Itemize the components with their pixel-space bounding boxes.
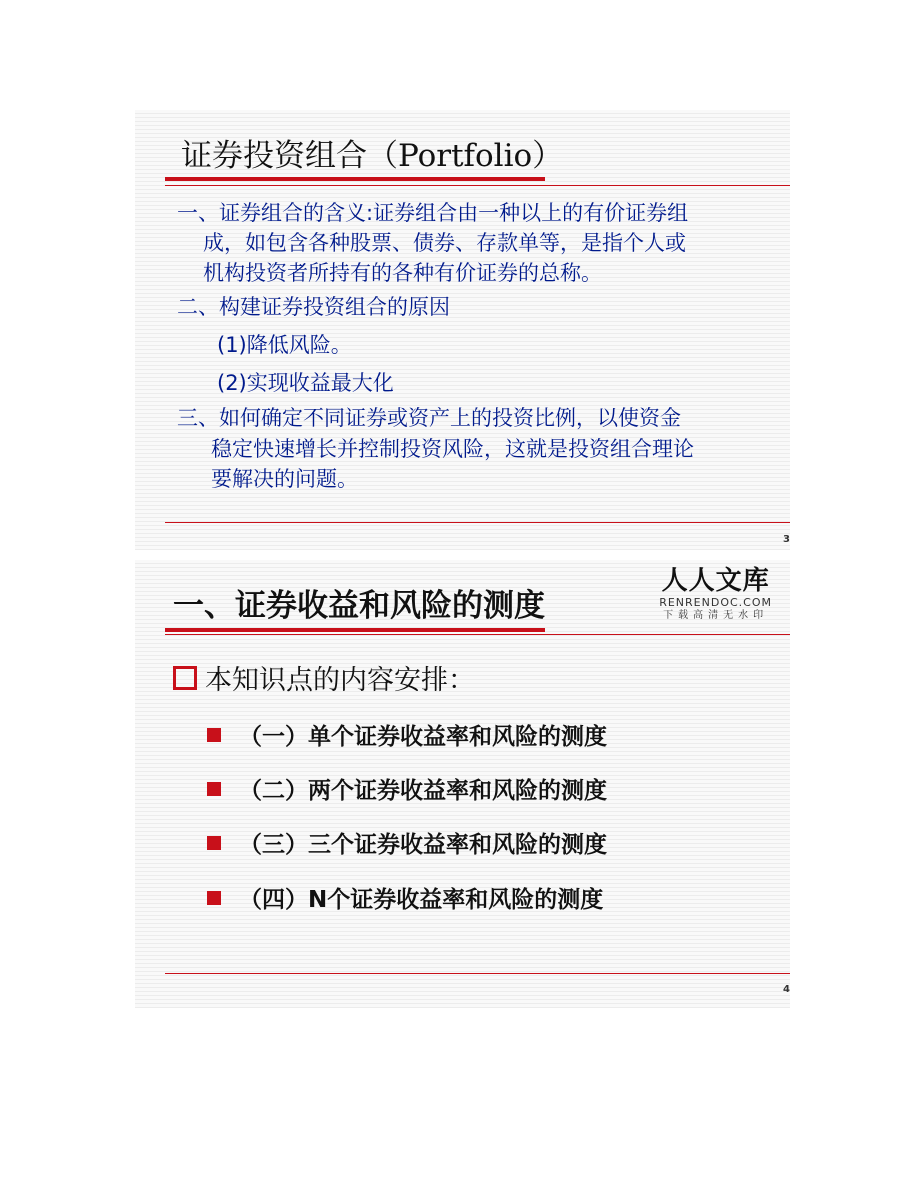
intro-text: 本知识点的内容安排： [205, 665, 475, 696]
slide-title: 一、证券收益和风险的测度 [173, 588, 545, 624]
checkbox-bullet-icon [173, 666, 197, 690]
list-item: （三）三个证券收益率和风险的测度 [207, 826, 607, 859]
list-item: （一）单个证券收益率和风险的测度 [207, 718, 607, 751]
paragraph-line: (2)实现收益最大化 [217, 371, 394, 395]
footer-line [165, 522, 790, 523]
paragraph-line: 机构投资者所持有的各种有价证券的总称。 [203, 261, 602, 285]
paragraph-line: (1)降低风险。 [217, 333, 352, 357]
watermark-sub: 下载高清无水印 [663, 610, 769, 621]
list-item: （四）N个证券收益率和风险的测度 [207, 881, 603, 914]
title-underline [165, 628, 545, 632]
square-bullet-icon [207, 782, 221, 796]
watermark-en: RENRENDOC.COM [659, 596, 772, 609]
watermark-cn: 人人文库 [661, 566, 770, 596]
page-number: 3 [783, 534, 790, 545]
paragraph-line: 三、如何确定不同证券或资产上的投资比例，以使资金 [177, 406, 681, 430]
square-bullet-icon [207, 728, 221, 742]
square-bullet-icon [207, 836, 221, 850]
title-underline [165, 177, 545, 181]
slide-portfolio [135, 110, 790, 550]
watermark-logo [659, 566, 772, 622]
divider-line [165, 185, 790, 186]
divider-line [165, 634, 790, 635]
list-item: （二）两个证券收益率和风险的测度 [207, 772, 607, 805]
paragraph-line: 一、证券组合的含义:证券组合由一种以上的有价证券组 [177, 201, 689, 225]
footer-line [165, 973, 790, 974]
paragraph-line: 要解决的问题。 [211, 467, 358, 491]
paragraph-line: 二、构建证券投资组合的原因 [177, 295, 450, 319]
paragraph-line: 成，如包含各种股票、债券、存款单等，是指个人或 [203, 231, 686, 255]
paragraph-line: 稳定快速增长并控制投资风险，这就是投资组合理论 [211, 437, 694, 461]
slide-return-risk [135, 560, 790, 1008]
page-number: 4 [783, 984, 790, 995]
square-bullet-icon [207, 891, 221, 905]
intro-line [173, 658, 475, 697]
slide-title: 证券投资组合（Portfolio） [181, 138, 564, 174]
